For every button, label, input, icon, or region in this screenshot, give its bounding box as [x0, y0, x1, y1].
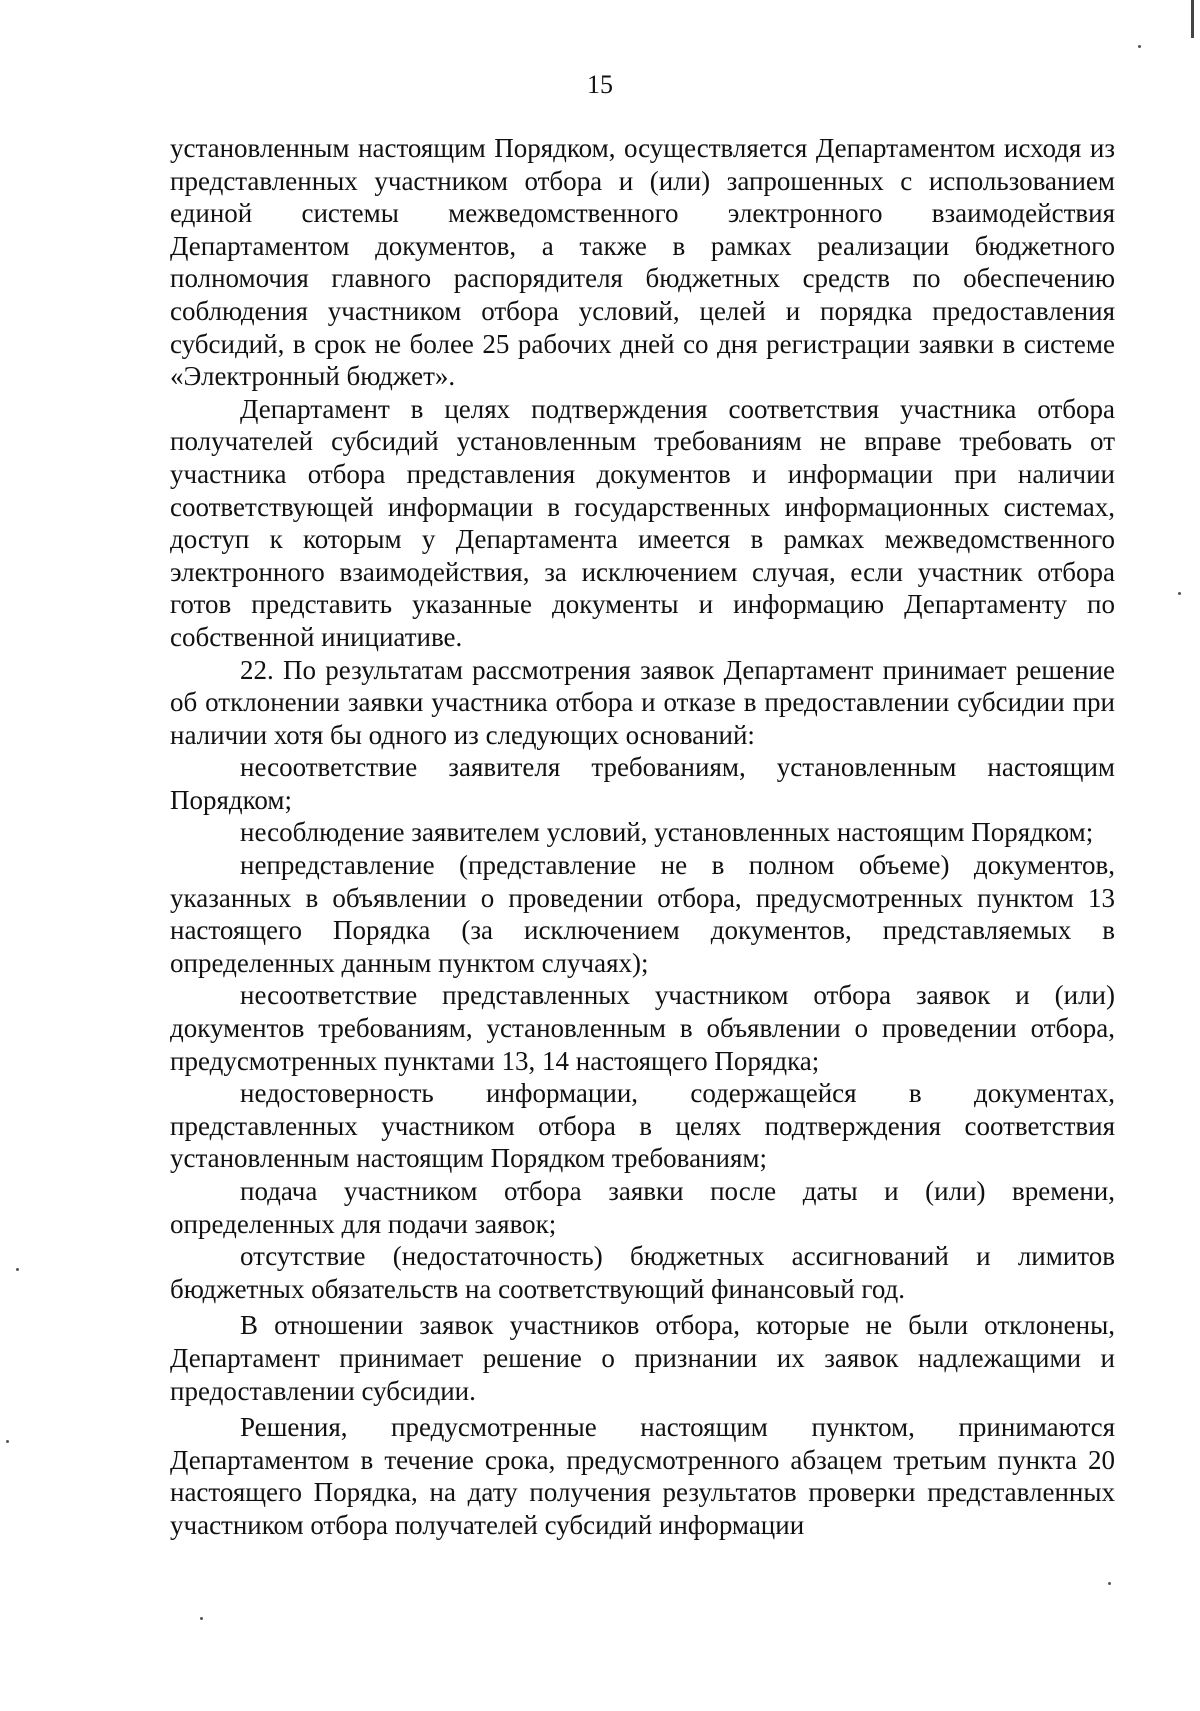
scan-speck	[1138, 45, 1141, 48]
ground-2: несоблюдение заявителем условий, установленных настоящим Порядком;	[240, 817, 1094, 848]
scan-speck	[200, 1617, 203, 1620]
document-body	[170, 132, 1115, 1542]
paragraph-2: Департамент в целях подтверждения соответствия участника отбора получателей субсидий установленным требованиям не вправе требовать от участника отбора представления документов и информации при наличии соответствующей информации в государственных информационных системах, доступ к которым у Департамента имеется в рамках межведомственного электронного взаимодействия, за исключением случая, если участник отбора готов представить указанные документы и информацию Департаменту по собственной инициативе.	[170, 393, 1115, 652]
paragraph-decisions: Решения, предусмотренные настоящим пунктом, принимаются Департаментом в течение срока, предусмотренного абзацем третьим пункта 20 настоящего Порядка, на дату получения результатов проверки представленных участником отбора получателей субсидий информации	[170, 1412, 1115, 1540]
ground-7: отсутствие (недостаточность) бюджетных ассигнований и лимитов бюджетных обязательств на соответствующий финансовый год.	[170, 1241, 1115, 1304]
scan-speck	[1178, 592, 1181, 595]
paragraph-not-rejected: В отношении заявок участников отбора, которые не были отклонены, Департамент принимает решение о признании их заявок надлежащими и предоставлении субсидии.	[170, 1310, 1115, 1406]
ground-3: непредставление (представление не в полном объеме) документов, указанных в объявлении о проведении отбора, предусмотренных пунктом 13 настоящего Порядка (за исключением документов, представляемых в определенных данным пунктом случаях);	[170, 850, 1115, 978]
paragraph-1: установленным настоящим Порядком, осуществляется Департаментом исходя из представленных участником отбора и (или) запрошенных с использованием единой системы межведомственного электронного взаимодействия Департаментом документов, а также в рамках реализации бюджетного полномочия главного распорядителя бюджетных средств по обеспечению соблюдения участником отбора условий, целей и порядка предоставления субсидий, в срок не более 25 рабочих дней со дня регистрации заявки в системе «Электронный бюджет».	[170, 133, 1115, 392]
ground-4: несоответствие представленных участником отбора заявок и (или) документов требованиям, установленным в объявлении о проведении отбора, предусмотренных пунктами 13, 14 настоящего Порядка;	[170, 980, 1115, 1076]
ground-6: подача участником отбора заявки после даты и (или) времени, определенных для подачи заявок;	[170, 1176, 1115, 1239]
scan-speck	[6, 1440, 9, 1443]
ground-5: недостоверность информации, содержащейся в документах, представленных участником отбора в целях подтверждения соответствия установленным настоящим Порядком требованиям;	[170, 1078, 1115, 1174]
scan-speck	[1108, 1582, 1111, 1585]
page-number: 15	[587, 70, 613, 99]
scan-speck	[16, 1268, 19, 1271]
ground-1: несоответствие заявителя требованиям, установленным настоящим Порядком;	[170, 752, 1115, 815]
scan-edge-mark	[1191, 0, 1194, 38]
paragraph-clause-22: 22. По результатам рассмотрения заявок Департамент принимает решение об отклонении заявки участника отбора и отказе в предоставлении субсидии при наличии хотя бы одного из следующих оснований:	[170, 654, 1115, 750]
